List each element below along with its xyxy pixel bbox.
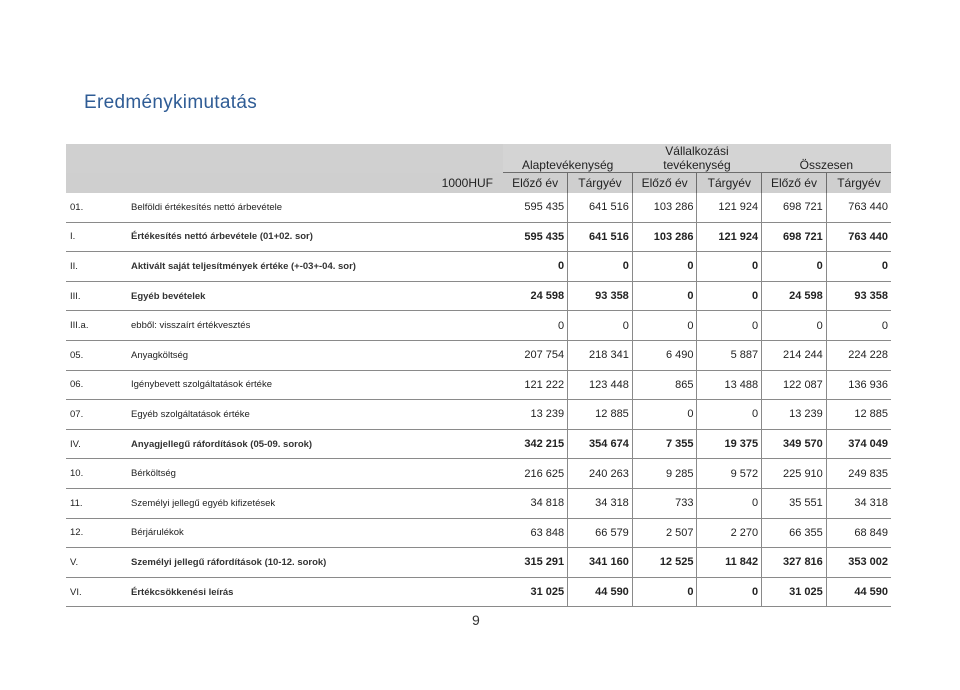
row-code: I. bbox=[66, 222, 123, 252]
row-value: 641 516 bbox=[568, 193, 633, 222]
row-value: 121 924 bbox=[697, 193, 762, 222]
row-value: 9 285 bbox=[632, 459, 697, 489]
page-title: Eredménykimutatás bbox=[84, 92, 258, 113]
row-value: 12 885 bbox=[568, 400, 633, 430]
row-label: Bérjárulékok bbox=[123, 518, 503, 548]
row-value: 44 590 bbox=[568, 577, 633, 607]
row-value: 214 244 bbox=[762, 340, 827, 370]
subheader-total-curr: Tárgyév bbox=[826, 173, 891, 194]
row-value: 5 887 bbox=[697, 340, 762, 370]
unit-label: 1000HUF bbox=[123, 173, 503, 194]
row-value: 24 598 bbox=[503, 281, 568, 311]
row-value: 12 525 bbox=[632, 548, 697, 578]
row-value: 0 bbox=[697, 400, 762, 430]
row-value: 0 bbox=[826, 311, 891, 341]
table-body bbox=[66, 193, 891, 607]
header-blank-code bbox=[66, 173, 123, 194]
row-label: Aktivált saját teljesítmények értéke (+-03+-04. sor) bbox=[123, 252, 503, 282]
table-row bbox=[66, 281, 891, 311]
row-value: 93 358 bbox=[568, 281, 633, 311]
row-value: 763 440 bbox=[826, 222, 891, 252]
row-value: 31 025 bbox=[503, 577, 568, 607]
row-value: 13 239 bbox=[762, 400, 827, 430]
row-value: 0 bbox=[632, 577, 697, 607]
row-value: 216 625 bbox=[503, 459, 568, 489]
row-code: IV. bbox=[66, 429, 123, 459]
row-code: 11. bbox=[66, 488, 123, 518]
table-row bbox=[66, 518, 891, 548]
row-code: 06. bbox=[66, 370, 123, 400]
row-value: 13 488 bbox=[697, 370, 762, 400]
subheader-core-prev: Előző év bbox=[503, 173, 568, 194]
row-value: 7 355 bbox=[632, 429, 697, 459]
row-code: 10. bbox=[66, 459, 123, 489]
page-number: 9 bbox=[472, 612, 480, 628]
row-value: 35 551 bbox=[762, 488, 827, 518]
row-value: 374 049 bbox=[826, 429, 891, 459]
row-value: 349 570 bbox=[762, 429, 827, 459]
row-value: 0 bbox=[568, 252, 633, 282]
subheader-core-curr: Tárgyév bbox=[568, 173, 633, 194]
row-label: Anyagjellegű ráfordítások (05-09. sorok) bbox=[123, 429, 503, 459]
table-row bbox=[66, 370, 891, 400]
table-row bbox=[66, 488, 891, 518]
row-value: 24 598 bbox=[762, 281, 827, 311]
row-value: 63 848 bbox=[503, 518, 568, 548]
subheader-total-prev: Előző év bbox=[762, 173, 827, 194]
row-value: 66 355 bbox=[762, 518, 827, 548]
row-value: 698 721 bbox=[762, 193, 827, 222]
table-row bbox=[66, 459, 891, 489]
row-value: 0 bbox=[762, 252, 827, 282]
table-row bbox=[66, 340, 891, 370]
row-value: 341 160 bbox=[568, 548, 633, 578]
row-code: V. bbox=[66, 548, 123, 578]
row-label: Értékesítés nettó árbevétele (01+02. sor) bbox=[123, 222, 503, 252]
subheader-row bbox=[66, 173, 891, 194]
row-value: 0 bbox=[503, 311, 568, 341]
table-row bbox=[66, 400, 891, 430]
row-code: 12. bbox=[66, 518, 123, 548]
row-value: 34 318 bbox=[826, 488, 891, 518]
row-value: 224 228 bbox=[826, 340, 891, 370]
row-value: 249 835 bbox=[826, 459, 891, 489]
row-value: 342 215 bbox=[503, 429, 568, 459]
row-label: Belföldi értékesítés nettó árbevétele bbox=[123, 193, 503, 222]
row-value: 123 448 bbox=[568, 370, 633, 400]
row-value: 0 bbox=[568, 311, 633, 341]
row-value: 225 910 bbox=[762, 459, 827, 489]
row-value: 6 490 bbox=[632, 340, 697, 370]
row-code: 01. bbox=[66, 193, 123, 222]
row-value: 0 bbox=[697, 281, 762, 311]
row-value: 34 318 bbox=[568, 488, 633, 518]
row-label: Értékcsökkenési leírás bbox=[123, 577, 503, 607]
group-header-business: Vállalkozási tevékenység bbox=[632, 144, 761, 173]
row-value: 103 286 bbox=[632, 222, 697, 252]
row-code: III. bbox=[66, 281, 123, 311]
row-value: 0 bbox=[632, 400, 697, 430]
row-code: VI. bbox=[66, 577, 123, 607]
row-value: 13 239 bbox=[503, 400, 568, 430]
row-value: 207 754 bbox=[503, 340, 568, 370]
table-row bbox=[66, 222, 891, 252]
row-value: 315 291 bbox=[503, 548, 568, 578]
row-label: Személyi jellegű egyéb kifizetések bbox=[123, 488, 503, 518]
table-row bbox=[66, 548, 891, 578]
row-value: 103 286 bbox=[632, 193, 697, 222]
row-value: 240 263 bbox=[568, 459, 633, 489]
table-row bbox=[66, 577, 891, 607]
row-value: 865 bbox=[632, 370, 697, 400]
row-value: 0 bbox=[632, 252, 697, 282]
row-value: 0 bbox=[632, 311, 697, 341]
row-value: 353 002 bbox=[826, 548, 891, 578]
row-label: Egyéb bevételek bbox=[123, 281, 503, 311]
row-value: 0 bbox=[826, 252, 891, 282]
row-label: Bérköltség bbox=[123, 459, 503, 489]
table-row bbox=[66, 252, 891, 282]
row-value: 2 270 bbox=[697, 518, 762, 548]
row-code: 05. bbox=[66, 340, 123, 370]
row-value: 0 bbox=[762, 311, 827, 341]
row-value: 93 358 bbox=[826, 281, 891, 311]
table-row bbox=[66, 311, 891, 341]
group-header-total: Összesen bbox=[762, 144, 891, 173]
row-value: 0 bbox=[697, 311, 762, 341]
row-value: 763 440 bbox=[826, 193, 891, 222]
subheader-business-curr: Tárgyév bbox=[697, 173, 762, 194]
row-code: 07. bbox=[66, 400, 123, 430]
header-blank bbox=[66, 144, 503, 173]
row-value: 595 435 bbox=[503, 193, 568, 222]
income-statement-table bbox=[66, 144, 891, 607]
group-header-row bbox=[66, 144, 891, 173]
subheader-business-prev: Előző év bbox=[632, 173, 697, 194]
row-value: 0 bbox=[503, 252, 568, 282]
row-value: 44 590 bbox=[826, 577, 891, 607]
row-label: Igénybevett szolgáltatások értéke bbox=[123, 370, 503, 400]
row-value: 218 341 bbox=[568, 340, 633, 370]
row-value: 0 bbox=[697, 488, 762, 518]
row-value: 733 bbox=[632, 488, 697, 518]
row-value: 19 375 bbox=[697, 429, 762, 459]
row-value: 327 816 bbox=[762, 548, 827, 578]
row-value: 121 222 bbox=[503, 370, 568, 400]
row-code: III.a. bbox=[66, 311, 123, 341]
row-value: 0 bbox=[632, 281, 697, 311]
row-value: 12 885 bbox=[826, 400, 891, 430]
row-value: 595 435 bbox=[503, 222, 568, 252]
row-label: Anyagköltség bbox=[123, 340, 503, 370]
row-label: Személyi jellegű ráfordítások (10-12. sorok) bbox=[123, 548, 503, 578]
table-row bbox=[66, 429, 891, 459]
row-value: 136 936 bbox=[826, 370, 891, 400]
group-header-core: Alaptevékenység bbox=[503, 144, 632, 173]
row-value: 641 516 bbox=[568, 222, 633, 252]
table-row bbox=[66, 193, 891, 222]
row-value: 698 721 bbox=[762, 222, 827, 252]
row-value: 354 674 bbox=[568, 429, 633, 459]
row-value: 66 579 bbox=[568, 518, 633, 548]
row-value: 0 bbox=[697, 252, 762, 282]
row-value: 2 507 bbox=[632, 518, 697, 548]
row-value: 34 818 bbox=[503, 488, 568, 518]
row-value: 68 849 bbox=[826, 518, 891, 548]
row-value: 9 572 bbox=[697, 459, 762, 489]
row-value: 11 842 bbox=[697, 548, 762, 578]
row-code: II. bbox=[66, 252, 123, 282]
row-value: 31 025 bbox=[762, 577, 827, 607]
row-value: 121 924 bbox=[697, 222, 762, 252]
row-label: Egyéb szolgáltatások értéke bbox=[123, 400, 503, 430]
row-value: 122 087 bbox=[762, 370, 827, 400]
row-value: 0 bbox=[697, 577, 762, 607]
row-label: ebből: visszaírt értékvesztés bbox=[123, 311, 503, 341]
